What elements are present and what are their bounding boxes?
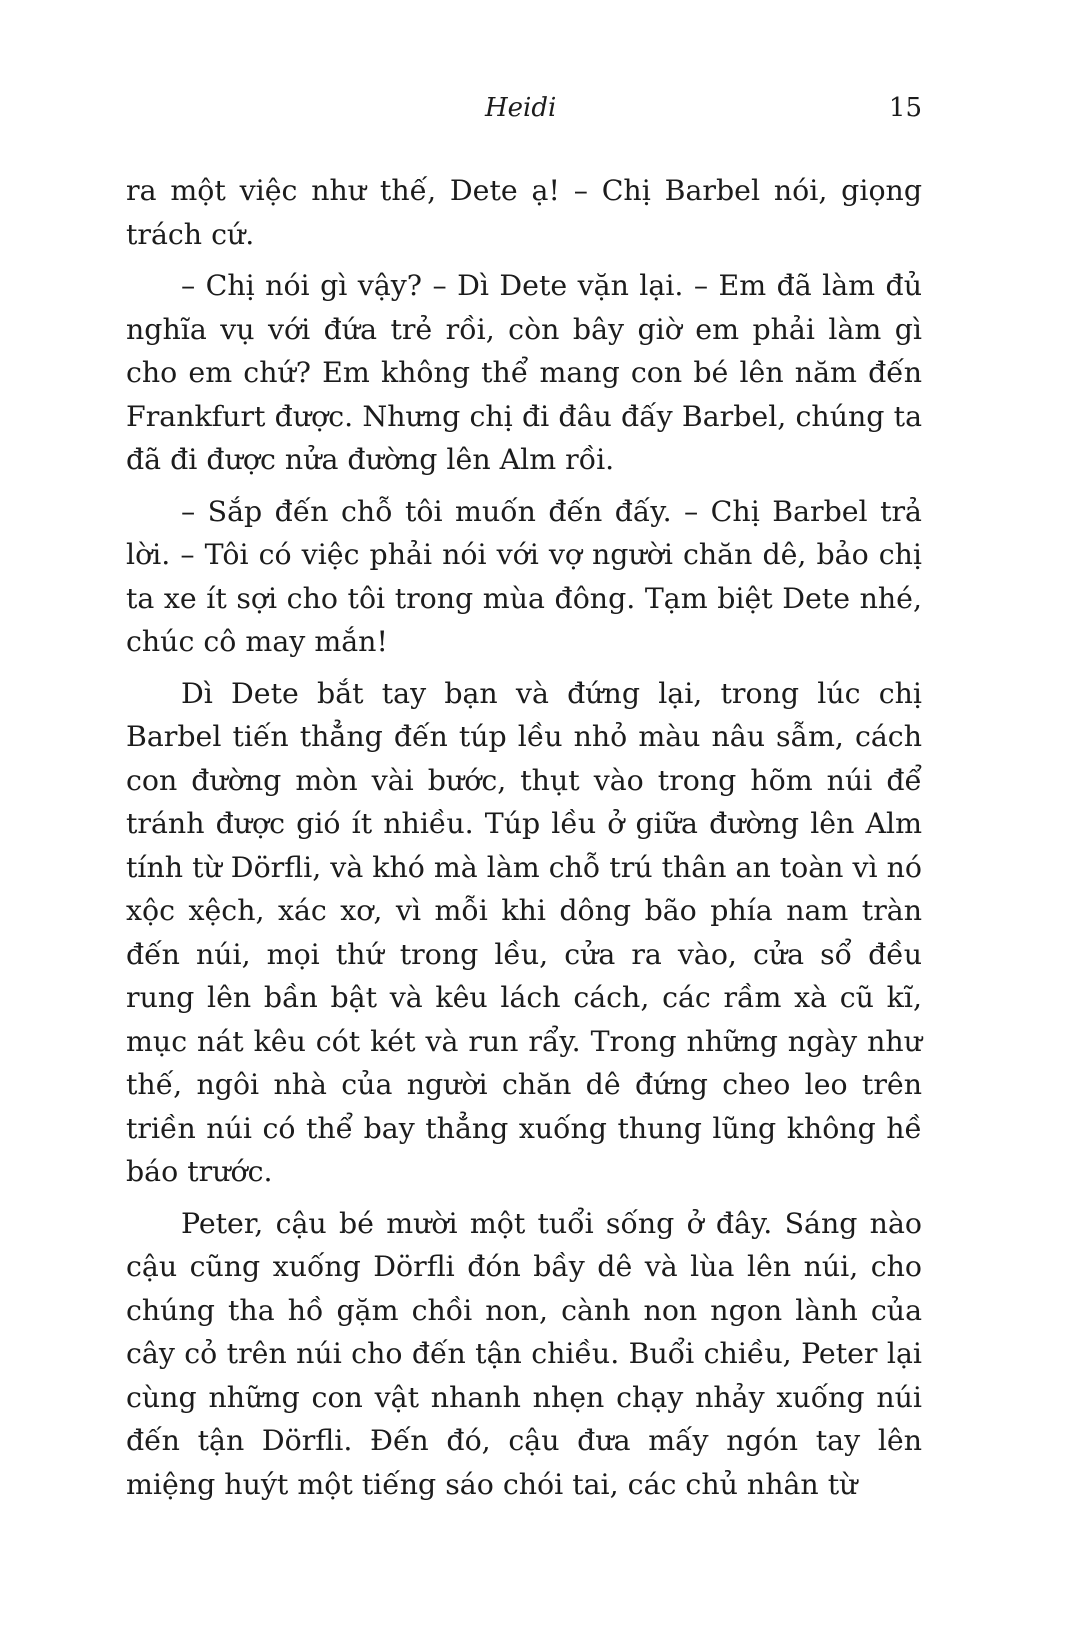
- book-title: Heidi: [485, 93, 557, 123]
- paragraph-hut-description: Dì Dete bắt tay bạn và đứng lại, trong lúc chị Barbel tiến thẳng đến túp lều nhỏ màu nâu sẫm, cách con đường mòn vài bước, thụt vào trong hõm núi để tránh được gió ít nhiều. Túp lều ở giữa đường lên Alm tính từ Dörfli, và khó mà làm chỗ trú thân an toàn vì nó xộc xệch, xác xơ, vì mỗi khi dông bão phía nam tràn đến núi, mọi thứ trong lều, cửa ra vào, cửa sổ đều rung lên bần bật và kêu lách cách, các rầm xà cũ kĩ, mục nát kêu cót két và run rẩy. Trong những ngày như thế, ngôi nhà của người chăn dê đứng cheo leo trên triền núi có thể bay thẳng xuống thung lũng không hề báo trước.: [126, 676, 923, 1188]
- page-number: 15: [888, 93, 922, 123]
- paragraph-dialogue-barbel: – Sắp đến chỗ tôi muốn đến đấy. – Chị Barbel trả lời. – Tôi có việc phải nói với vợ người chăn dê, bảo chị ta xe ít sợi cho tôi trong mùa đông. Tạm biệt Dete nhé, chúc cô may mắn!: [126, 494, 922, 658]
- paragraph-continued: ra một việc như thế, Dete ạ! – Chị Barbel nói, giọng trách cứ.: [126, 174, 922, 251]
- body-text: [126, 169, 922, 1514]
- running-header: [0, 88, 1080, 128]
- paragraph-dialogue-dete: – Chị nói gì vậy? – Dì Dete vặn lại. – Em đã làm đủ nghĩa vụ với đứa trẻ rồi, còn bây giờ em phải làm gì cho em chứ? Em không thể mang con bé lên năm đến Frankfurt được. Nhưng chị đi đâu đấy Barbel, chúng ta đã đi được nửa đường lên Alm rồi.: [126, 269, 922, 476]
- paragraph-peter: Peter, cậu bé mười một tuổi sống ở đây. Sáng nào cậu cũng xuống Dörfli đón bầy dê và lùa lên núi, cho chúng tha hồ gặm chồi non, cành non ngon lành của cây cỏ trên núi cho đến tận chiều. Buổi chiều, Peter lại cùng những con vật nhanh nhẹn chạy nhảy xuống núi đến tận Dörfli. Đến đó, cậu đưa mấy ngón tay lên miệng huýt một tiếng sáo chói tai, các chủ nhân từ: [126, 1206, 922, 1501]
